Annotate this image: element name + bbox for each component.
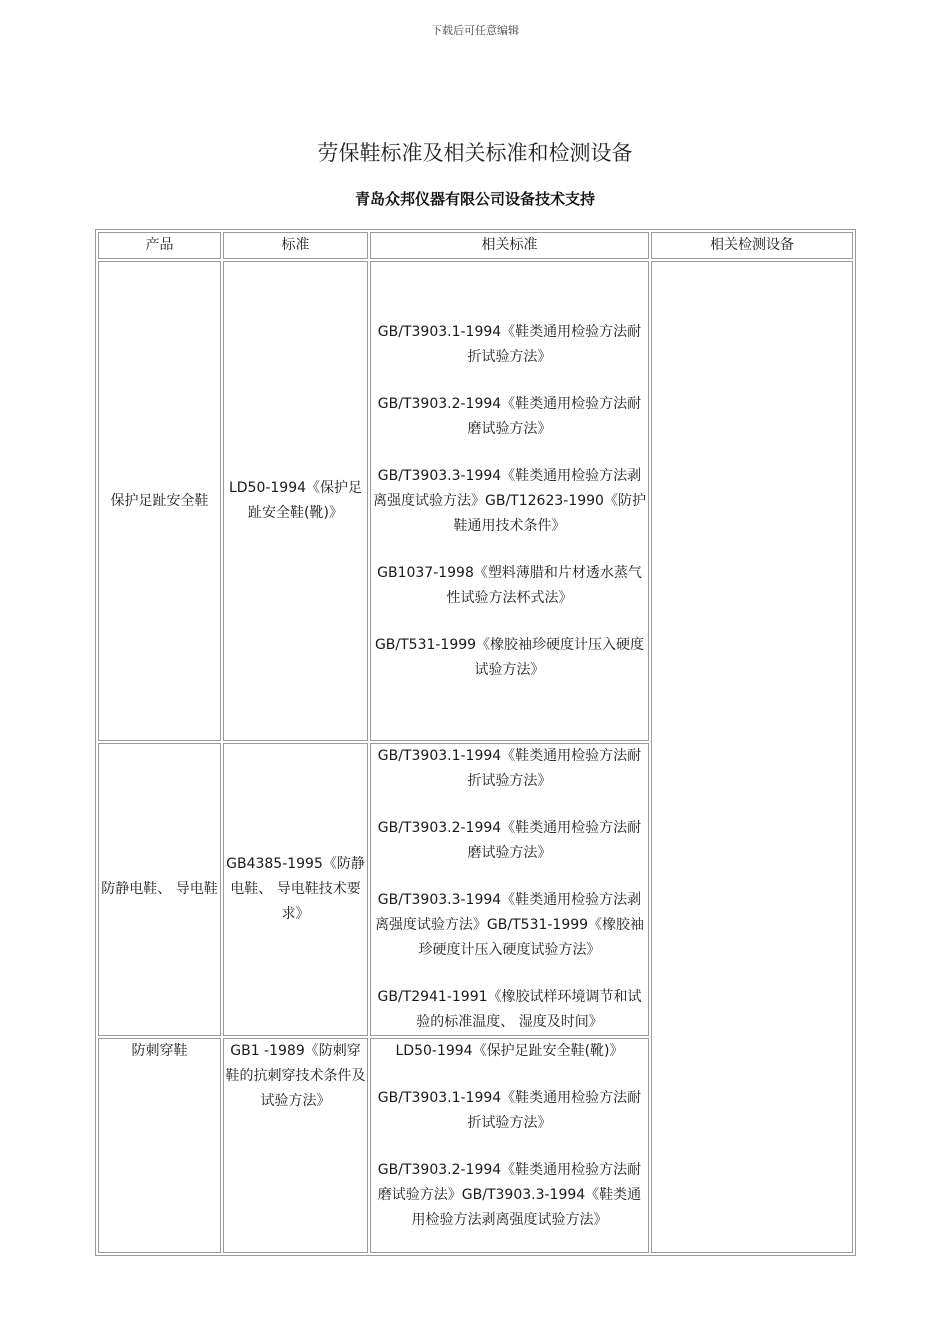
standards-table (95, 229, 856, 1256)
related-standard-item: GB/T3903.2-1994《鞋类通用检验方法耐磨试验方法》 (377, 820, 642, 861)
header-standard: 标准 (223, 232, 368, 259)
related-standards-cell (370, 743, 649, 1036)
related-standard-item: GB/T3903.3-1994《鞋类通用检验方法剥离强度试验方法》GB/T12623-1990《防护鞋通用技术条件》 (373, 468, 646, 534)
standard-cell: GB4385-1995《防静电鞋、 导电鞋技术要求》 (223, 743, 368, 1036)
equipment-cell (651, 261, 853, 1253)
related-standard-item: GB1037-1998《塑料薄腊和片材透水蒸气性试验方法杯式法》 (377, 565, 642, 606)
standard-cell: GB1 -1989《防刺穿鞋的抗刺穿技术条件及试验方法》 (223, 1038, 368, 1253)
product-cell: 保护足趾安全鞋 (98, 261, 221, 741)
related-standard-item: LD50-1994《保护足趾安全鞋(靴)》 (395, 1043, 624, 1059)
table-row (98, 261, 853, 741)
related-standards-cell (370, 1038, 649, 1253)
header-product: 产品 (98, 232, 221, 259)
product-cell: 防静电鞋、 导电鞋 (98, 743, 221, 1036)
product-cell: 防刺穿鞋 (98, 1038, 221, 1253)
related-standard-item: GB/T3903.1-1994《鞋类通用检验方法耐折试验方法》 (377, 1090, 642, 1131)
standard-cell: LD50-1994《保护足趾安全鞋(靴)》 (223, 261, 368, 741)
header-related-standards: 相关标准 (370, 232, 649, 259)
related-standard-item: GB/T531-1999《橡胶袖珍硬度计压入硬度试验方法》 (374, 637, 645, 678)
document-subtitle: 青岛众邦仪器有限公司设备技术支持 (354, 190, 595, 208)
related-standard-item: GB/T2941-1991《橡胶试样环境调节和试验的标准温度、 湿度及时间》 (377, 989, 642, 1030)
header-equipment: 相关检测设备 (651, 232, 853, 259)
document-title: 劳保鞋标准及相关标准和检测设备 (317, 141, 633, 165)
related-standard-item: GB/T3903.1-1994《鞋类通用检验方法耐折试验方法》 (377, 324, 642, 365)
page-header: 下载后可任意编辑 (431, 24, 519, 37)
related-standard-item: GB/T3903.2-1994《鞋类通用检验方法耐磨试验方法》GB/T3903.3-1994《鞋类通用检验方法剥离强度试验方法》 (377, 1162, 642, 1228)
related-standard-item: GB/T3903.2-1994《鞋类通用检验方法耐磨试验方法》 (377, 396, 642, 437)
related-standard-item: GB/T3903.1-1994《鞋类通用检验方法耐折试验方法》 (377, 748, 642, 789)
related-standards-cell (370, 261, 649, 741)
related-standard-item: GB/T3903.3-1994《鞋类通用检验方法剥离强度试验方法》GB/T531-1999《橡胶袖珍硬度计压入硬度试验方法》 (374, 892, 645, 958)
table-header-row (98, 232, 853, 259)
